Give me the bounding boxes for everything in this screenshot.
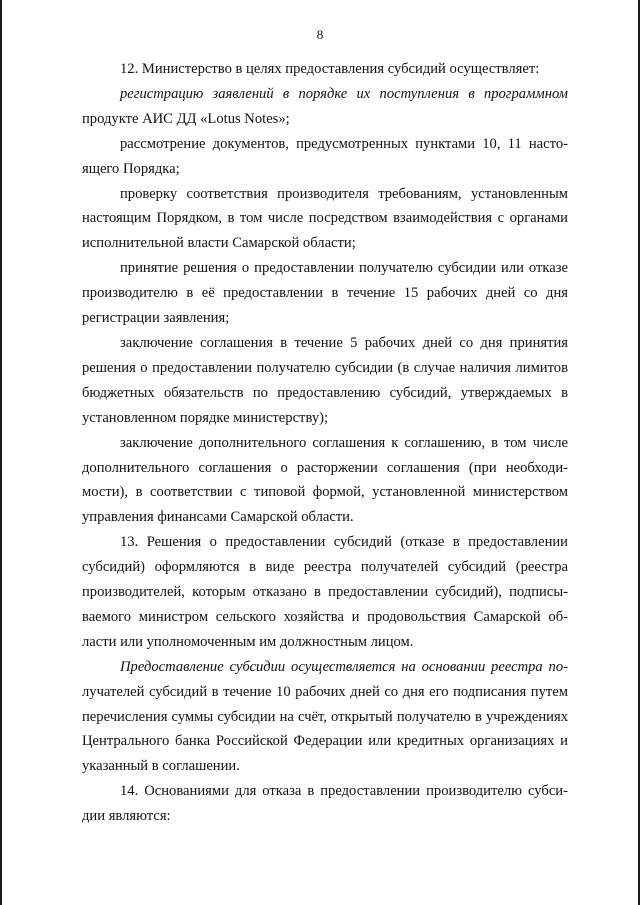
paragraph-14-intro: 14. Основаниями для отказа в предоставлении производителю субсидии являются: xyxy=(82,783,568,825)
page-number: 8 xyxy=(316,27,324,42)
page-left-edge xyxy=(0,0,2,905)
provision-text: лучателей субсидий в течение 10 рабочих дней со дня его подписания путем перечисления суммы субсидии на счёт, открытый получателю в учреждениях Центрального банка Российской Федерации или кредитных организациях и указанный в соглашении. xyxy=(82,683,568,775)
document-body xyxy=(82,57,568,829)
paragraph-13-decisions: 13. Решения о предоставлении субсидий (отказе в предоставлении субсидий) оформляются в виде реестра получателей субсидий (реестра производителей, которым отказано в предоставлении субсидий), подписываемого министром сельского хозяйства и продовольствия Самарской области или уполномоченным им должностным лицом. xyxy=(82,534,568,650)
registration-italic-text: регистрацию заявлений в порядке их поступления в программном xyxy=(120,85,568,102)
provision-italic-text: Предоставление субсидии осуществляется на основании реестра по xyxy=(120,658,568,675)
paragraph-12-review: рассмотрение документов, предусмотренных пунктами 10, 11 настоящего Порядка; xyxy=(82,135,568,177)
paragraph-12-registration xyxy=(82,82,568,132)
paragraph-12-additional-agreement: заключение дополнительного соглашения к соглашению, в том числе дополнительного соглашения о расторжении соглашения (при необходимости), в соответствии с типовой формой, установленной министерством управления финансами Самарской области. xyxy=(82,434,568,526)
paragraph-12-intro: 12. Министерство в целях предоставления субсидий осуществляет: xyxy=(120,61,540,77)
paragraph-13-provision xyxy=(82,655,568,780)
paragraph-12-decision: принятие решения о предоставлении получателю субсидии или отказе производителю в её предоставлении в течение 15 рабочих дней со дня регистрации заявления; xyxy=(82,260,568,327)
paragraph-12-agreement: заключение соглашения в течение 5 рабочих дней со дня принятия решения о предоставлении получателю субсидии (в случае наличия лимитов бюджетных обязательств по предоставлению субсидий, утверждаемых в установленном порядке министерству); xyxy=(82,334,568,426)
paragraph-12-verification: проверку соответствия производителя требованиям, установленным настоящим Порядком, в том числе посредством взаимодействия с органами исполнительной власти Самарской области; xyxy=(82,185,568,252)
registration-text: продукте АИС ДД «Lotus Notes»; xyxy=(82,110,290,127)
